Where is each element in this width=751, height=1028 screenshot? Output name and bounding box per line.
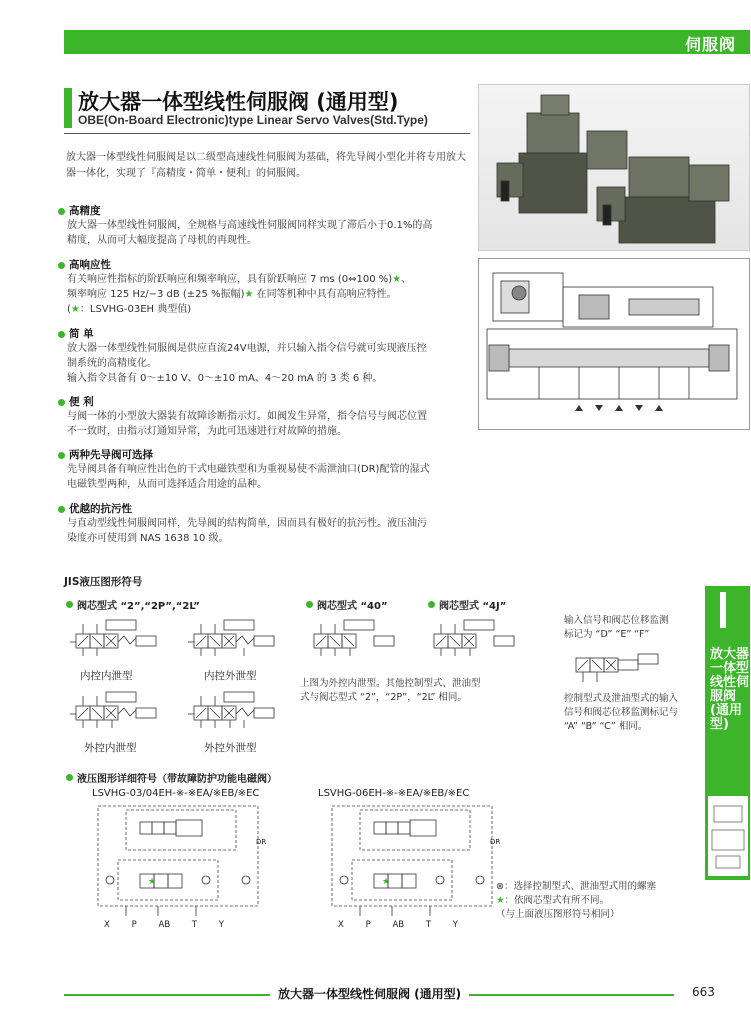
port-dr: DR bbox=[256, 838, 267, 846]
feature-line: 染度亦可使用到 NAS 1638 10 级。 bbox=[67, 533, 229, 544]
note-control-drain: 控制型式及泄油型式的输入 信号和阀芯位移监测标记与 “A” “B” “C” 相同。 bbox=[564, 693, 679, 732]
model-06: LSVHG-06EH-※-※EA/※EB/※EC bbox=[318, 788, 470, 799]
feature-title: 高精度 bbox=[69, 205, 101, 217]
bullet-icon bbox=[66, 601, 73, 608]
bullet-icon bbox=[58, 331, 65, 338]
symbol-internal-internal bbox=[66, 614, 166, 666]
feature-response bbox=[58, 258, 472, 317]
note-signal-def: 输入信号和阀芯位移监测 标记为 “D” “E” “F” bbox=[564, 615, 669, 640]
caption-internal-internal: 内控内泄型 bbox=[80, 670, 133, 682]
feature-convenient bbox=[58, 395, 472, 439]
bullet-icon bbox=[58, 208, 65, 215]
symbol-external-external bbox=[184, 686, 284, 738]
feature-title: 两种先导阀可选择 bbox=[69, 449, 153, 461]
symbol-spool-def bbox=[566, 644, 666, 688]
feature-line: (★：LSVHG-03EH 典型值) bbox=[67, 304, 192, 315]
port-dr: DR bbox=[490, 838, 501, 846]
symbol-internal-external bbox=[184, 614, 284, 666]
side-tab-thumbnail bbox=[708, 796, 748, 876]
symbol-spool-4j bbox=[424, 614, 524, 666]
detail-legend: ⊗：选择控制型式、泄油型式用的螺塞 ★：依阀芯型式有所不同。 （与上面液压图形符号相同） bbox=[496, 881, 656, 920]
bullet-icon bbox=[58, 506, 65, 513]
side-index-tab[interactable] bbox=[705, 586, 750, 880]
feature-line: 放大器一体型线性伺服阀，全规格与高速线性伺服阀同样实现了滞后小于0.1%的高 bbox=[67, 220, 433, 231]
title-rule bbox=[64, 133, 470, 134]
bullet-icon bbox=[58, 262, 65, 269]
feature-line: 放大器一体型线性伺服阀是供应直流24V电源，并只输入指令信号就可实现液压控 bbox=[67, 343, 427, 354]
page-subtitle: OBE(On-Board Electronic)type Linear Servo Valves(Std.Type) bbox=[78, 113, 428, 127]
detail-heading: 液压图形详细符号（带故障防护功能电磁阀） bbox=[66, 770, 277, 785]
feature-title: 简 单 bbox=[69, 328, 94, 340]
feature-line: 电磁铁型两种，从而可选择适合用途的品种。 bbox=[67, 479, 267, 490]
detail-symbol-03 bbox=[96, 804, 267, 922]
feature-line: 不一致时，由指示灯通知异常，为此可迅速进行对故障的措施。 bbox=[67, 426, 347, 437]
feature-line: 输入指令具备有 0～±10 V、0～±10 mA、4～20 mA 的 3 类 6 种。 bbox=[67, 373, 383, 384]
spool-type-2: 阀芯型式 “2”,“2P”,“2L” bbox=[66, 597, 200, 612]
header-bar bbox=[64, 30, 750, 54]
feature-title: 优越的抗污性 bbox=[69, 503, 132, 515]
sectional-drawing bbox=[478, 258, 750, 430]
caption-internal-external: 内控外泄型 bbox=[204, 670, 257, 682]
symbol-external-internal bbox=[66, 686, 166, 738]
caption-external-external: 外控外泄型 bbox=[204, 742, 257, 754]
feature-contamination bbox=[58, 502, 472, 546]
page-number: 663 bbox=[692, 985, 715, 999]
ports-03: X P AB T Y bbox=[104, 920, 224, 930]
feature-line: 有关响应性指标的阶跃响应和频率响应，具有阶跃响应 7 ms (0⇔100 %)★、 bbox=[67, 274, 412, 285]
tab-marker bbox=[720, 592, 726, 628]
spool-type-40: 阀芯型式 “40” bbox=[306, 597, 388, 612]
feature-line: 先导阀具备有响应性出色的干式电磁铁型和为重视易使不需泄油口(DR)配管的湿式 bbox=[67, 464, 430, 475]
feature-precision bbox=[58, 204, 472, 248]
feature-simple bbox=[58, 327, 472, 386]
bullet-icon bbox=[66, 774, 73, 781]
ports-06: X P AB T Y bbox=[338, 920, 458, 930]
feature-pilot bbox=[58, 448, 472, 492]
feature-title: 高响应性 bbox=[69, 259, 111, 271]
footer-title: 放大器一体型线性伺服阀 (通用型) bbox=[270, 985, 469, 1002]
bullet-icon bbox=[428, 601, 435, 608]
bullet-icon bbox=[58, 399, 65, 406]
feature-title: 便 利 bbox=[69, 396, 94, 408]
feature-line: 与直动型线性伺服阀同样，先导阀的结构简单，因而具有极好的抗污性。液压油污 bbox=[67, 518, 427, 529]
note-spool-40: 上图为外控内泄型。其他控制型式、泄油型 式与阀芯型式 “2”，“2P”，“2L” 相同。 bbox=[300, 678, 481, 703]
svg-text:★: ★ bbox=[382, 877, 391, 887]
feature-line: 制系统的高精度化。 bbox=[67, 358, 157, 369]
model-03: LSVHG-03/04EH-※-※EA/※EB/※EC bbox=[92, 788, 260, 799]
header-category: 伺服阀 bbox=[684, 35, 736, 54]
intro-text: 放大器一体型线性伺服阀是以二级型高速线性伺服阀为基础，将先导阀小型化并将专用放大器一体化，实现了『高精度・简单・便利』的伺服阀。 bbox=[66, 152, 466, 179]
feature-line: 频率响应 125 Hz/−3 dB (±25 %振幅)★ 在同等机种中具有高响应特性。 bbox=[67, 289, 397, 300]
svg-text:★: ★ bbox=[148, 877, 157, 887]
bullet-icon bbox=[58, 452, 65, 459]
feature-line: 精度，从而可大幅度提高了母机的再现性。 bbox=[67, 235, 257, 246]
caption-external-internal: 外控内泄型 bbox=[84, 742, 137, 754]
jis-heading: JIS液压图形符号 bbox=[64, 576, 143, 588]
spool-type-4j: 阀芯型式 “4J” bbox=[428, 597, 506, 612]
symbol-spool-40 bbox=[304, 614, 404, 666]
page-title: 放大器一体型线性伺服阀 (通用型) bbox=[78, 90, 399, 114]
side-tab-label: 放大器 一体型 线性伺 服阀 (通用 型) bbox=[710, 647, 750, 732]
title-accent bbox=[64, 88, 72, 128]
feature-line: 与阀一体的小型放大器装有故障诊断指示灯。如阀发生异常，指令信号与阀芯位置 bbox=[67, 411, 427, 422]
product-photo bbox=[478, 84, 750, 251]
detail-symbol-06 bbox=[330, 804, 501, 922]
bullet-icon bbox=[306, 601, 313, 608]
